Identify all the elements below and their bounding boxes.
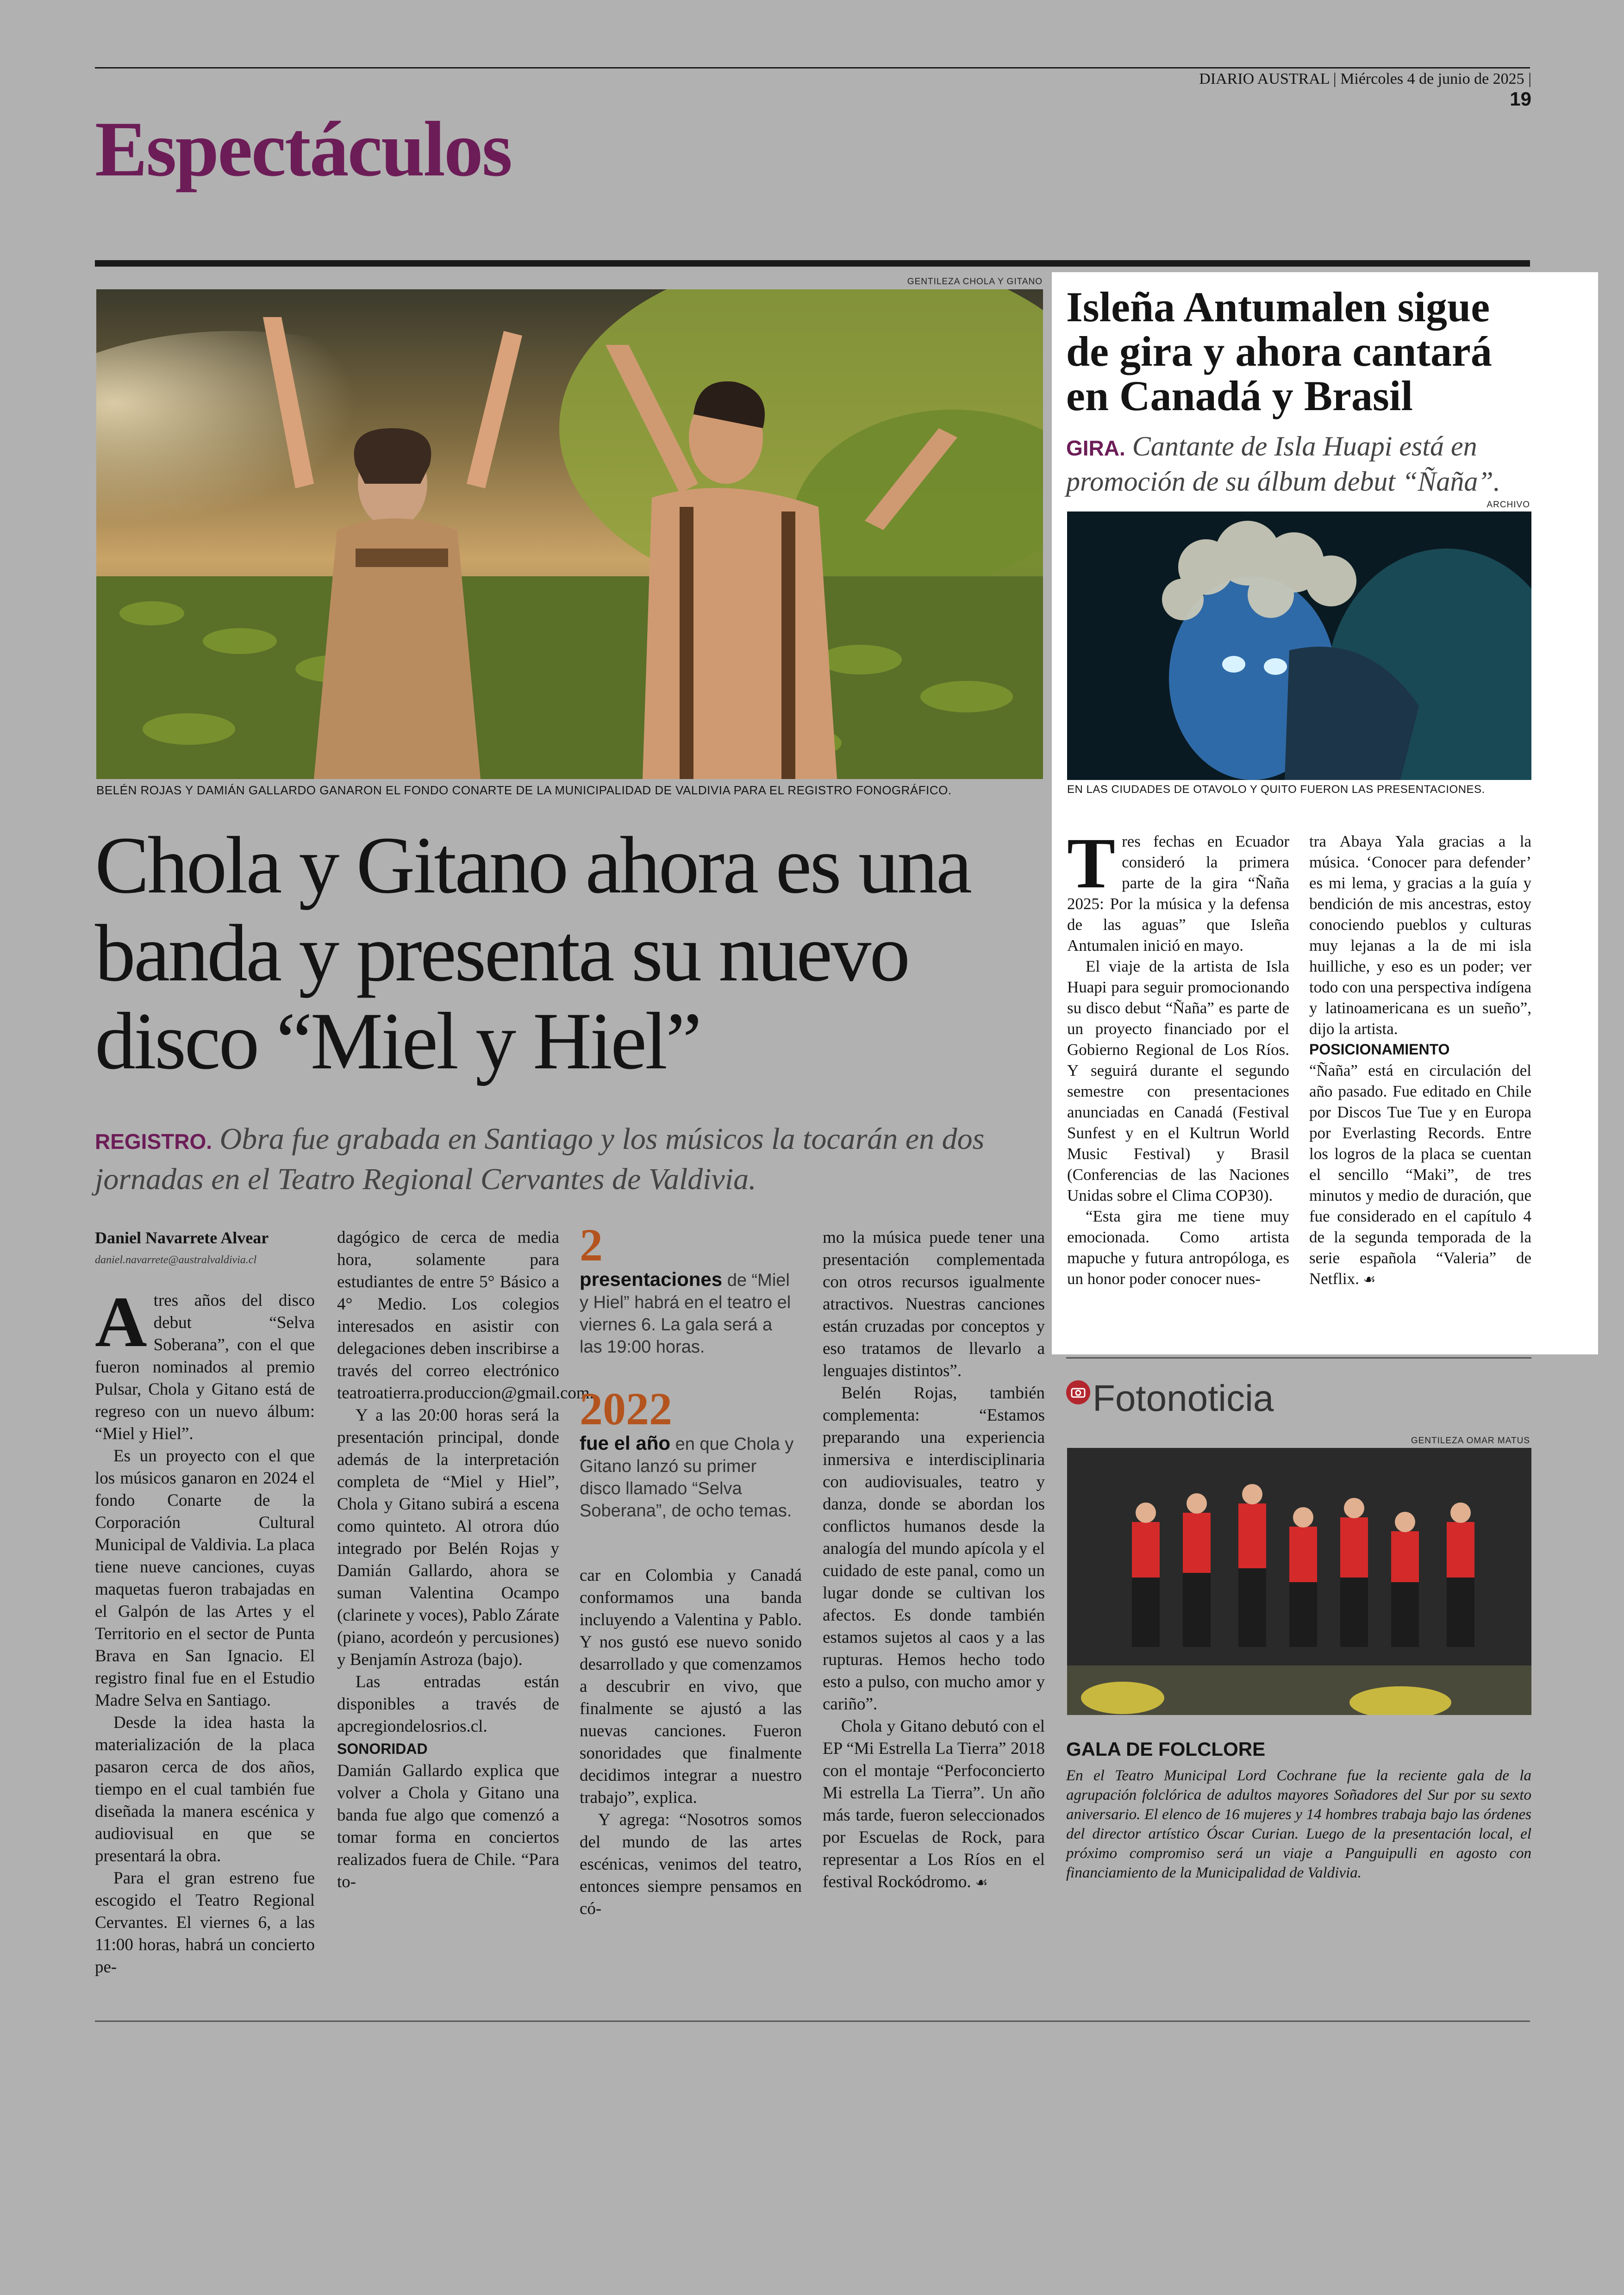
paragraph: dagógico de cerca de media hora, solamente para estudiantes de entre 5° Básico a 4° Medio. Los colegios interesados en asistir con delegaciones deben inscribirse a través del correo electrónico teatroatierra.produccion@gmail.com.	[337, 1228, 594, 1403]
side-column-2	[1309, 831, 1531, 1290]
side-headline: Isleña Antumalen sigue de gira y ahora cantará en Canadá y Brasil	[1066, 283, 1492, 419]
side-photo-credit: ARCHIVO	[1487, 500, 1530, 510]
side-deck	[1066, 430, 1538, 498]
paragraph: “Esta gira me tiene muy emocionada. Como artista mapuche y futura antropóloga, es un honor poder conocer nues-	[1067, 1207, 1289, 1288]
main-photo-caption: BELÉN ROJAS Y DAMIÁN GALLARDO GANARON EL FONDO CONARTE DE LA MUNICIPALIDAD DE VALDIVIA PARA EL REGISTRO FONOGRÁFICO.	[96, 783, 952, 797]
stat-bold: presentaciones	[580, 1268, 723, 1290]
bottom-rule	[95, 2021, 1530, 2022]
page-number: 19	[1510, 88, 1531, 110]
paragraph	[1309, 1060, 1531, 1290]
main-column-4	[823, 1227, 1045, 1894]
main-column-3	[580, 1565, 802, 1920]
folio: DIARIO AUSTRAL | Miércoles 4 de junio de 2025 | 19	[1199, 70, 1531, 110]
paragraph: mo la música puede tener una presentación complementada con otros recursos igualmente atractivos. Nuestras canciones están cruzadas por conceptos y eso tratamos de llevarlo a lenguajes distintos”.	[823, 1228, 1045, 1380]
dropcap: A	[95, 1282, 147, 1362]
section-title: Espectáculos	[95, 106, 511, 193]
gala-title: GALA DE FOLCLORE	[1066, 1738, 1266, 1760]
stat-box	[580, 1219, 797, 1522]
side-deck-text: Cantante de Isla Huapi está en promoción de su álbum debut “Ñaña”.	[1066, 431, 1500, 497]
subhead: POSICIONAMIENTO	[1309, 1041, 1450, 1058]
stat-number: 2022	[580, 1383, 672, 1434]
paragraph: Es un proyecto con el que los músicos ganaron en 2024 el fondo Conarte de la Corporación Cultural Municipal de Valdivia. La placa tiene nueve canciones, cuyas maquetas fueron trabajadas en el Galpón de las Artes y el Territorio en el sector de Punta Brava en San Ignacio. El registro final fue en el Estudio Madre Selva en Santiago.	[95, 1447, 315, 1710]
dancers-illustration	[96, 289, 1043, 779]
gala-text: En el Teatro Municipal Lord Cochrane fue la reciente gala de la agrupación folclórica de adultos mayores Soñadores del Sur por su sexto aniversario. El elenco de 16 mujeres y 14 hombres trabaja bajo las órdenes del director artístico Óscar Curian. Luego de la presentación local, el próximo compromiso será un viaje a Panguipulli en agosto con financiamiento de la Municipalidad de Valdivia.	[1066, 1767, 1531, 1881]
top-rule	[95, 67, 1530, 69]
paragraph-text: “Ñaña” está en circulación del año pasado. Fue editado en Chile por Discos Tue Tue y en Europa por Everlasting Records. Entre los logros de la placa se cuentan el sencillo “Maki”, de tres minutos y medio de duración, que fue considerado en el capítulo 4 de la segunda temporada de la serie española “Valeria” de Netflix.	[1309, 1061, 1531, 1288]
stat-number: 2	[580, 1219, 603, 1271]
paragraph: tres años del disco debut “Selva Soberana”, con el que fueron nominados al premio Pulsar, Chola y Gitano está de regreso con un nuevo álbum: “Miel y Hiel”.	[95, 1291, 315, 1443]
paragraph: car en Colombia y Canadá conformamos una banda incluyendo a Valentina y Pablo. Y nos gustó ese nuevo sonido desarrollado y que comenzamos a descubrir en vivo, que finalmente se ajustó a las nuevas canciones. Fueron sonoridades que finalmente decidimos integrar a nuestro trabajo”, explica.	[580, 1566, 802, 1807]
main-column-1	[95, 1227, 315, 1978]
paragraph: Y a las 20:00 horas será la presentación principal, donde además de la interpretación completa de “Miel y Hiel”, Chola y Gitano subirá a escena como quinteto. Al otrora dúo integrado por Belén Rojas y Damián Gallardo, ahora se suman Valentina Ocampo (clarinete y voces), Pablo Zárate (piano, acordeón y percusiones) y Benjamín Astroza (bajo).	[337, 1406, 559, 1669]
stat-detail: de “Miel y Hiel” habrá en el teatro el viernes 6. La gala será a las 19:00 horas.	[580, 1271, 791, 1357]
side-column-1	[1067, 823, 1289, 1289]
author: Daniel Navarrete Alvear	[95, 1229, 269, 1247]
fotonoticia-label: Fotonoticia	[1093, 1378, 1274, 1419]
singer-portrait	[1067, 511, 1531, 780]
author-email: daniel.navarrete@australvaldivia.cl	[95, 1254, 257, 1266]
side-photo-caption: EN LAS CIUDADES DE OTAVOLO Y QUITO FUERON LAS PRESENTACIONES.	[1067, 783, 1485, 796]
section-rule	[95, 260, 1530, 267]
stat-text	[580, 1268, 797, 1358]
folk-dancers-illustration	[1067, 1448, 1531, 1715]
issue-date: Miércoles 4 de junio de 2025	[1340, 70, 1524, 87]
side-photo	[1067, 511, 1531, 780]
stat-text	[580, 1432, 797, 1522]
paragraph: Las entradas están disponibles a través de apcregiondelosrios.cl.	[337, 1672, 559, 1736]
main-photo	[96, 289, 1043, 779]
masthead: DIARIO AUSTRAL	[1199, 70, 1330, 87]
main-deck-text: Obra fue grabada en Santiago y los músicos la tocarán en dos jornadas en el Teatro Regional Cervantes de Valdivia.	[95, 1122, 985, 1196]
paragraph: tra Abaya Yala gracias a la música. ‘Conocer para defender’ es mi lema, y gracias a la guía y bendición de mis ancestras, estoy conociendo pueblos y culturas muy lejanas a la de mi isla huilliche, y eso es un poder; ver todo con una perspectiva indígena y latinoamericana es un sueño”, dijo la artista.	[1309, 832, 1531, 1038]
main-column-2	[337, 1227, 594, 1893]
paragraph: Para el gran estreno fue escogido el Teatro Regional Cervantes. El viernes 6, a las 11:00 horas, habrá un concierto pe-	[95, 1869, 315, 1977]
fotonoticia-photo	[1067, 1448, 1531, 1715]
paragraph: Belén Rojas, también complementa: “Estamos preparando una experiencia inmersiva e interdisciplinaria con audiovisuales, teatro y danza, donde se abordan los conflictos humanos desde la analogía del mundo apícola y el cuidado de este panal, como un lugar donde se cultivan los afectos. Es donde también estamos sujetos al caos y a las rupturas. Hemos hecho todo esto a pulso, con mucho amor y cariño”.	[823, 1384, 1045, 1714]
main-photo-credit: GENTILEZA CHOLA Y GITANO	[907, 277, 1043, 287]
paragraph-text: Chola y Gitano debutó con el EP “Mi Estrella La Tierra” 2018 con el montaje “Perfoconcierto Mi estrella La Tierra”. Un año más tarde, fueron seleccionados por Escuelas de Rock, para representar a Los Ríos en el festival Rockódromo.	[823, 1717, 1045, 1891]
main-headline: Chola y Gitano ahora es una banda y presenta su nuevo disco “Miel y Hiel”	[95, 820, 970, 1086]
main-kicker: REGISTRO.	[95, 1129, 212, 1154]
paragraph: Y agrega: “Nosotros somos del mundo de las artes escénicas, venimos del teatro, entonces siempre pensamos en có-	[580, 1810, 802, 1918]
subhead: SONORIDAD	[337, 1740, 428, 1757]
paragraph	[823, 1715, 1045, 1894]
stat-bold: fue el año	[580, 1432, 671, 1454]
fotonoticia-rule	[1066, 1357, 1531, 1359]
fotonoticia-photo-credit: GENTILEZA OMAR MATUS	[1411, 1436, 1530, 1446]
side-kicker: GIRA.	[1066, 436, 1125, 460]
camera-icon	[1066, 1380, 1090, 1404]
paragraph: Desde la idea hasta la materialización de la placa pasaron cerca de dos años, tiempo en el cual también fue diseñada la manera escénica y audiovisual en que se presentará la obra.	[95, 1713, 315, 1865]
paragraph: El viaje de la artista de Isla Huapi para seguir promocionando su disco debut “Ñaña” es parte de un proyecto financiado por el Gobierno Regional de Los Ríos. Y seguirá durante el segundo semestre con presentaciones anunciadas en Canadá (Festival Sunfest y en el Kultrun World Music Festival) y Brasil (Conferencias de las Naciones Unidas sobre el Clima COP30).	[1067, 957, 1289, 1204]
end-mark-icon: ☙	[975, 1875, 988, 1891]
stat-detail: en que Chola y Gitano lanzó su primer disco llamado “Selva Soberana”, de ocho temas.	[580, 1434, 794, 1521]
paragraph: Damián Gallardo explica que volver a Chola y Gitano una banda fue algo que comenzó a tomar forma en conciertos realizados fuera de Chile. “Para to-	[337, 1761, 559, 1891]
paragraph: res fechas en Ecuador consideró la primera parte de la gira “Ñaña 2025: Por la música y la defensa de las aguas” que Isleña Antumalen inició en mayo.	[1067, 832, 1289, 954]
dropcap: T	[1067, 823, 1116, 903]
end-mark-icon: ☙	[1363, 1272, 1376, 1288]
main-deck	[95, 1120, 1049, 1198]
